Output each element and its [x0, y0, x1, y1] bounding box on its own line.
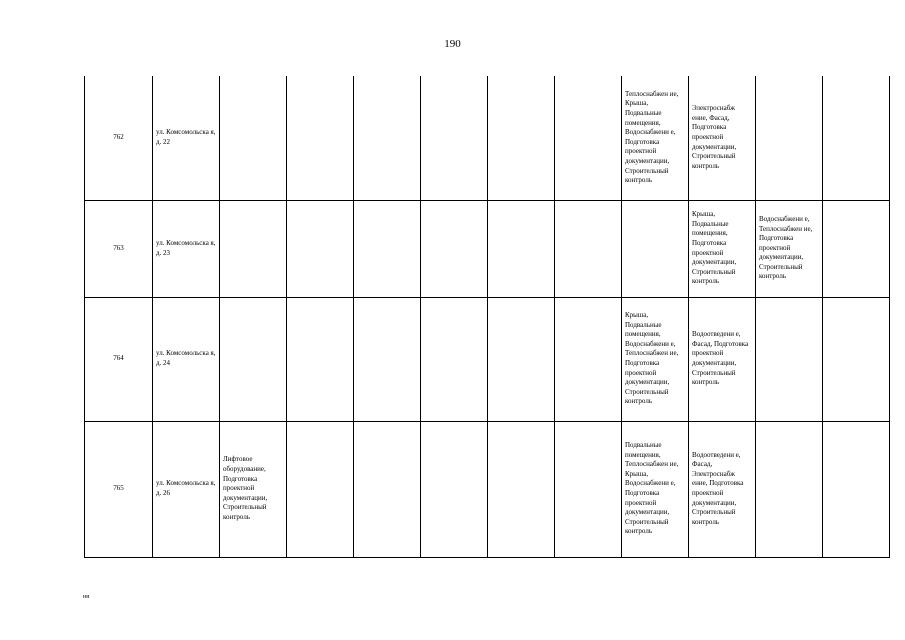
work-cell: [220, 76, 287, 200]
empty-cell: [823, 76, 890, 200]
page-number: 190: [444, 38, 461, 50]
work-cell: Электроснабж ение, Фасад, Подготовка проектной документации, Строительный контроль: [689, 76, 756, 200]
empty-cell: [287, 76, 354, 200]
empty-cell: [823, 421, 890, 557]
empty-cell: [488, 200, 555, 297]
empty-cell: [823, 200, 890, 297]
empty-cell: [488, 421, 555, 557]
address-cell: ул. Комсомольска я, д. 22: [153, 76, 220, 200]
empty-cell: [354, 76, 421, 200]
empty-cell: [555, 421, 622, 557]
work-cell: [220, 200, 287, 297]
work-cell: [756, 297, 823, 421]
table-row: [85, 297, 890, 421]
empty-cell: [354, 421, 421, 557]
work-cell: Лифтовое оборудование, Подготовка проектной документации, Строительный контроль: [220, 421, 287, 557]
row-number: 763: [85, 200, 153, 297]
work-cell: Теплоснабжен ие, Крыша, Подвальные помещения, Водоснабжени е, Подготовка проектной документации, Строительный контроль: [622, 76, 689, 200]
empty-cell: [823, 297, 890, 421]
empty-cell: [488, 76, 555, 200]
work-cell: [220, 297, 287, 421]
empty-cell: [421, 200, 488, 297]
row-number: 765: [85, 421, 153, 557]
empty-cell: [421, 297, 488, 421]
table-row: [85, 76, 890, 200]
empty-cell: [555, 200, 622, 297]
empty-cell: [421, 421, 488, 557]
footer-mark: нн: [83, 594, 90, 600]
table-row: [85, 421, 890, 557]
work-cell: [622, 200, 689, 297]
empty-cell: [287, 421, 354, 557]
table-row: [85, 200, 890, 297]
work-cell: Водоснабжени е, Теплоснабжен ие, Подготовка проектной документации, Строительный контроль: [756, 200, 823, 297]
empty-cell: [555, 297, 622, 421]
work-cell: Водоотведени е, Фасад, Электроснабж ение, Подготовка проектной документации, Строительный контроль: [689, 421, 756, 557]
address-cell: ул. Комсомольска я, д. 26: [153, 421, 220, 557]
work-cell: [756, 421, 823, 557]
work-cell: Крыша, Подвальные помещения, Водоснабжени е, Теплоснабжен ие, Подготовка проектной документации, Строительный контроль: [622, 297, 689, 421]
empty-cell: [354, 297, 421, 421]
work-cell: Водоотведени е, Фасад, Подготовка проектной документации, Строительный контроль: [689, 297, 756, 421]
repair-schedule-table: [84, 76, 890, 558]
work-cell: Крыша, Подвальные помещения, Подготовка проектной документации, Строительный контроль: [689, 200, 756, 297]
empty-cell: [354, 200, 421, 297]
row-number: 762: [85, 76, 153, 200]
empty-cell: [287, 297, 354, 421]
empty-cell: [555, 76, 622, 200]
work-cell: [756, 76, 823, 200]
row-number: 764: [85, 297, 153, 421]
empty-cell: [287, 200, 354, 297]
empty-cell: [488, 297, 555, 421]
address-cell: ул. Комсомольска я, д. 23: [153, 200, 220, 297]
work-cell: Подвальные помещения, Теплоснабжен ие, Крыша, Водоснабжени е, Подготовка проектной документации, Строительный контроль: [622, 421, 689, 557]
empty-cell: [421, 76, 488, 200]
address-cell: ул. Комсомольска я, д. 24: [153, 297, 220, 421]
